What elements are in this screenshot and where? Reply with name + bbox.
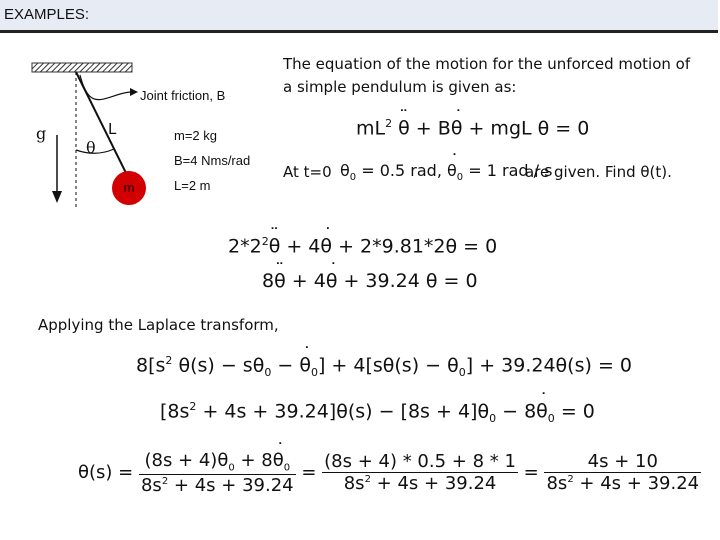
fraction-2: $\frac{(8s + 4) * 0.5 + 8 * 1}{8s^2 + 4s + 39.24}$ [324,451,516,495]
joint-friction-arrowhead [130,88,138,96]
substituted-equation: $2*2^2¨$ θ + 4˙ θ + 2*9.81*2θ = 0 [228,235,497,257]
laplace-equation-2: $[8s^2 + 4s + 39.24]\theta(s) - [8s + 4]\theta_0$ − 8˙ $\theta_0 = 0$ [160,400,595,425]
length-label: L [108,120,117,138]
gravity-label: g [36,124,47,143]
param-length: L=2 m [174,178,211,193]
theta-s-solution: θ(s) = $\frac{(8s + 4)\theta_0 + 8˙ \theta_0}{8s^2 + 4s + 39.24}$ = $\frac{(8s + 4) * 0.5 + 8 * 1}{8s^2 + 4s + 39.24}$ = $\frac{4s + 10}{8s^2 + 4s + 39.24}$ [78,450,701,496]
angle-label: θ [86,138,96,157]
intro-line-1: The equation of the motion for the unforced motion of [283,55,691,73]
initial-suffix: are given. Find θ(t). [525,163,672,181]
simplified-equation: 8¨ θ + 4˙ θ + 39.24 θ = 0 [262,270,478,292]
pendulum-mass: m [112,171,146,205]
equation-of-motion: $mL^2$ ¨ θ + B˙ θ + mgL θ = 0 [356,117,589,139]
joint-friction-label: Joint friction, B [140,88,226,103]
page-title: EXAMPLES: [4,6,90,23]
initial-conditions-equation: $\theta_0 = 0.5$ rad, ˙ $\theta_0 = 1$ rad / s [340,161,552,183]
header-bar [0,0,718,33]
fraction-1: $\frac{(8s + 4)\theta_0 + 8˙ \theta_0}{8s^2 + 4s + 39.24}$ [139,450,296,496]
gravity-arrowhead [52,191,62,203]
ceiling-support [32,63,132,72]
laplace-equation-1: $8[s^2$ $\theta(s) - s\theta_0$ − ˙ $\theta_0] + 4[s\theta(s) - \theta_0] + 39.24\theta(s) = 0$ [136,354,632,379]
param-mass: m=2 kg [174,128,217,143]
param-friction: B=4 Nms/rad [174,153,251,168]
initial-prefix: At t=0 [283,163,332,181]
fraction-3: $\frac{4s + 10}{8s^2 + 4s + 39.24}$ [546,451,700,495]
laplace-label: Applying the Laplace transform, [38,316,279,334]
intro-line-2: a simple pendulum is given as: [283,78,517,96]
